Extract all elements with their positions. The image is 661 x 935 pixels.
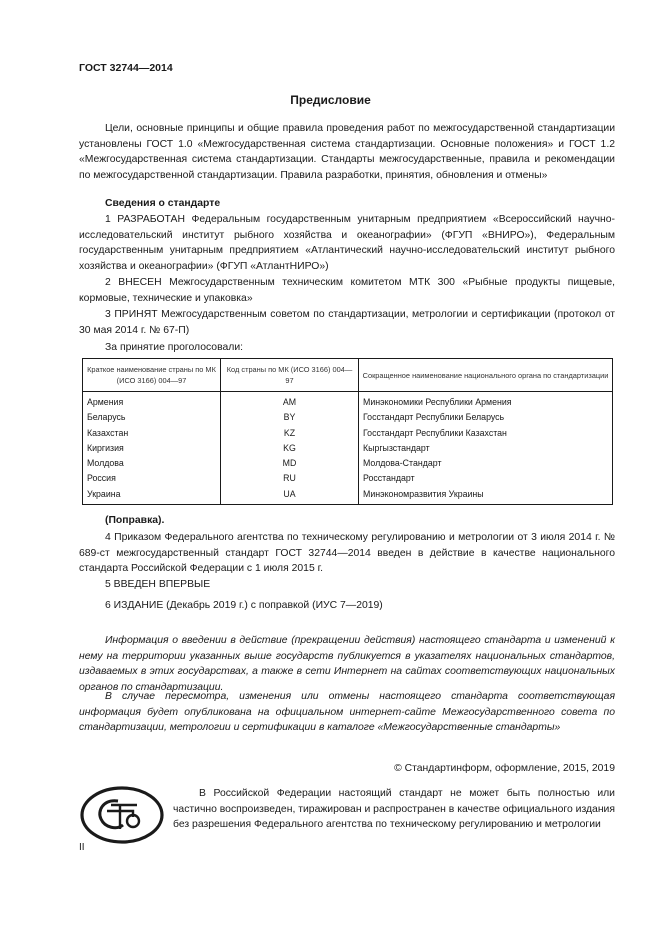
header-body: Сокращенное наименование национального органа по стандартизации [359,359,613,392]
intro-paragraph: Цели, основные принципы и общие правила проведения работ по межгосударственной стандартизации установлены ГОСТ 1.0 «Межгосударственная система стандартизации. Основные положения» и ГОСТ 1.2 «Межгосударственная система стандартизации. Стандарты межгосударственные, правила и рекомендации по межгосударственной стандартизации. Правила разработки, принятия, обновления и отмены» [79,123,615,181]
document-code: ГОСТ 32744—2014 [79,62,173,74]
rosstandart-logo-icon [79,785,165,845]
standards-body: Молдова-Стандарт [359,456,613,471]
page-number: II [79,842,85,853]
table-row [83,426,613,441]
vote-label: За принятие проголосовали: [105,342,244,353]
country-code: RU [221,471,359,486]
copyright-line: © Стандартинформ, оформление, 2015, 2019 [394,763,615,774]
country-name: Россия [83,471,221,486]
country-name: Казахстан [83,426,221,441]
country-name: Беларусь [83,410,221,425]
item-4-order: 4 Приказом Федерального агентства по техническому регулированию и метрологии от 3 июля 2014 г. № 689-ст межгосударственный стандарт ГОСТ 32744—2014 введен в действие в качестве национального стандарта Российской Федерации с 1 июля 2015 г. [79,532,615,574]
standards-body: Кыргызстандарт [359,441,613,456]
header-country: Краткое наименование страны по МК (ИСО 3166) 004—97 [83,359,221,392]
section-heading: Сведения о стандарте [105,198,221,209]
country-name: Киргизия [83,441,221,456]
item-6-edition: 6 ИЗДАНИЕ (Декабрь 2019 г.) с поправкой (ИУС 7—2019) [105,600,383,611]
country-code: UA [221,487,359,505]
standards-body: Минэкономразвития Украины [359,487,613,505]
reproduction-notice: В Российской Федерации настоящий стандарт не может быть полностью или частично воспроизведен, тиражирован и распространен в качестве официального издания без разрешения Федерального агентства по техническому регулированию и метрологии [173,788,615,830]
item-2-submitted: 2 ВНЕСЕН Межгосударственным техническим комитетом МТК 300 «Рыбные продукты пищевые, кормовые, технические и упаковка» [79,277,615,304]
item-3-adopted: 3 ПРИНЯТ Межгосударственным советом по стандартизации, метрологии и сертификации (протокол от 30 мая 2014 г. № 67-П) [79,309,615,336]
table-header-row [83,359,613,392]
table-row [83,392,613,411]
header-code: Код страны по МК (ИСО 3166) 004—97 [221,359,359,392]
table-row [83,471,613,486]
standards-body: Росстандарт [359,471,613,486]
item-5-first-introduced: 5 ВВЕДЕН ВПЕРВЫЕ [105,579,211,590]
country-name: Украина [83,487,221,505]
table-row [83,456,613,471]
country-code: MD [221,456,359,471]
country-code: AM [221,392,359,411]
country-code: KZ [221,426,359,441]
country-code: KG [221,441,359,456]
voting-countries-table [82,358,613,505]
info-paragraph-publication: Информация о введении в действие (прекращении действия) настоящего стандарта и изменений к нему на территории указанных выше государств публикуется в указателях национальных стандартов, издаваемых в этих государствах, а также в сети Интернет на сайтах соответствующих национальных органов по стандартизации. [79,635,615,693]
page-title: Предисловие [290,93,371,107]
country-code: BY [221,410,359,425]
standards-body: Госстандарт Республики Казахстан [359,426,613,441]
info-paragraph-revision: В случае пересмотра, изменения или отмены настоящего стандарта соответствующая информация будет опубликована на официальном интернет-сайте Межгосударственного совета по стандартизации, метрологии и сертификации в каталоге «Межгосударственные стандарты» [79,691,615,733]
standards-body: Минэкономики Республики Армения [359,392,613,411]
country-name: Армения [83,392,221,411]
amendment-note: (Поправка). [105,515,165,526]
table-row [83,441,613,456]
table-row [83,487,613,505]
country-name: Молдова [83,456,221,471]
standards-body: Госстандарт Республики Беларусь [359,410,613,425]
table-row [83,410,613,425]
item-1-developed: 1 РАЗРАБОТАН Федеральным государственным унитарным предприятием «Всероссийский научно-исследовательский институт рыбного хозяйства и океанографии» (ФГУП «ВНИРО»), Федеральным государственным унитарным предприятием «Атлантический научно-исследовательский институт рыбного хозяйства и океанографии» (ФГУП «АтлантНИРО») [79,214,615,272]
